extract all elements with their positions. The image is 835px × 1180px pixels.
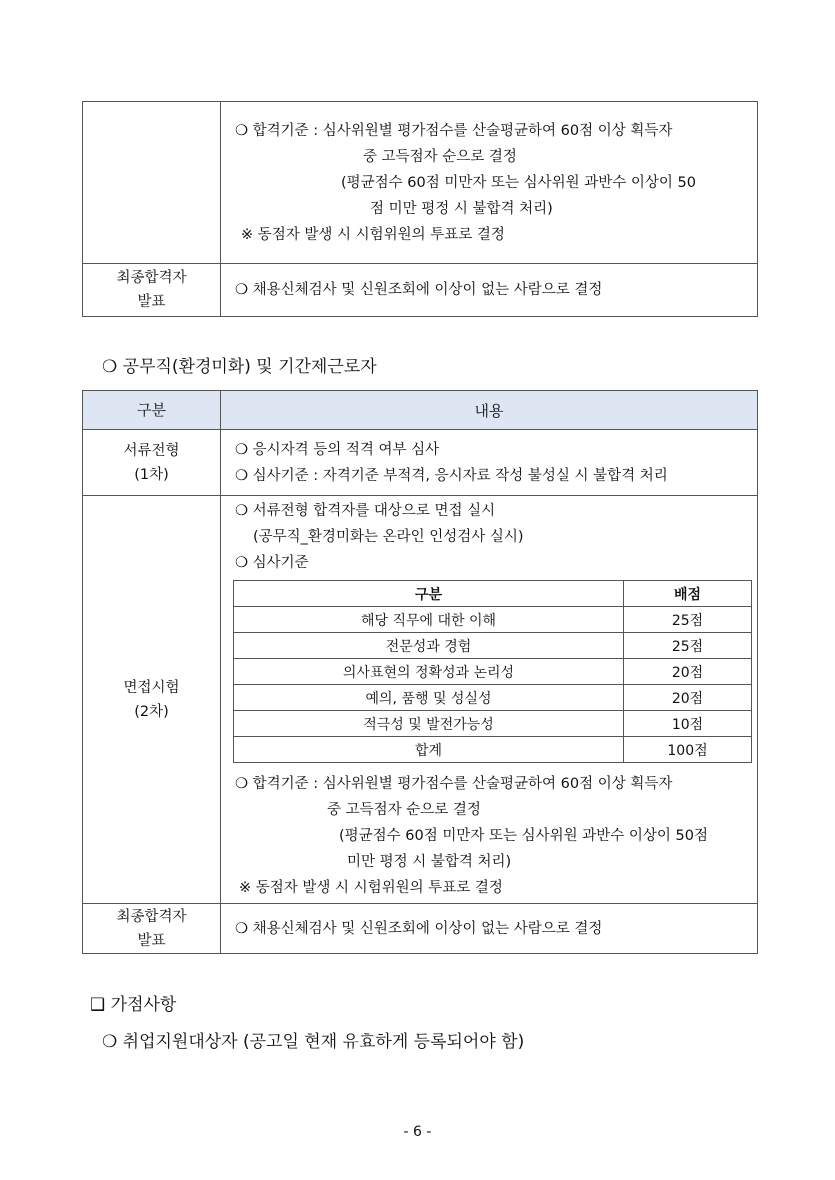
main-table — [82, 390, 758, 954]
score-total-points: 100점 — [624, 737, 752, 763]
score-table — [233, 580, 752, 763]
top-criteria-line: ※ 동점자 발생 시 시험위원의 투표로 결정 — [241, 226, 505, 243]
interview-criteria-line: ※ 동점자 발생 시 시험위원의 투표로 결정 — [239, 880, 503, 896]
score-points: 25점 — [624, 633, 752, 659]
score-item: 적극성 및 발전가능성 — [234, 711, 624, 737]
document-screening-content — [221, 430, 758, 496]
final-label-line: 최종합격자 — [116, 270, 187, 286]
score-item: 의사표현의 정확성과 논리성 — [234, 659, 624, 685]
interview-intro-line: ❍ 서류전형 합격자를 대상으로 면접 실시 — [235, 503, 496, 519]
final-announcement-cell — [221, 264, 758, 317]
doc-line: ❍ 응시자격 등의 적격 여부 심사 — [235, 441, 440, 458]
final-label-line: 최종합격자 — [116, 908, 187, 925]
score-points: 10점 — [624, 711, 752, 737]
bonus-heading: ❑ 가점사항 — [90, 995, 177, 1015]
header-content: 내용 — [221, 391, 758, 430]
document-screening-label — [83, 430, 221, 496]
final-announcement-label — [83, 904, 221, 954]
interview-criteria-line: (평균점수 60점 미만자 또는 심사위원 과반수 이상이 50점 — [339, 828, 708, 844]
final-label-line: 발표 — [137, 932, 166, 949]
score-points: 20점 — [624, 659, 752, 685]
interview-label-line: (2차) — [134, 703, 169, 720]
top-empty-label-cell — [83, 102, 221, 264]
page-number: - 6 - — [403, 1124, 432, 1140]
top-criteria-cell — [221, 102, 758, 264]
interview-label-line: 면접시험 — [123, 679, 180, 696]
doc-line: ❍ 심사기준 : 자격기준 부적격, 응시자료 작성 불성실 시 불합격 처리 — [235, 467, 668, 484]
doc-label-line: (1차) — [134, 466, 169, 483]
section-heading: ❍ 공무직(환경미화) 및 기간제근로자 — [102, 357, 377, 377]
top-criteria-line: (평균점수 60점 미만자 또는 심사위원 과반수 이상이 50 — [341, 174, 696, 191]
top-criteria-line: 점 미만 평정 시 불합격 처리) — [370, 200, 553, 217]
final-label-line: 발표 — [137, 294, 166, 310]
score-header-item: 구분 — [234, 581, 624, 607]
interview-label — [83, 496, 221, 904]
top-table — [82, 101, 758, 317]
interview-intro-line: (공무직_환경미화는 온라인 인성검사 실시) — [253, 529, 524, 545]
total-row — [234, 737, 752, 763]
interview-criteria-line: ❍ 합격기준 : 심사위원별 평가점수를 산술평균하여 60점 이상 획득자 — [235, 776, 673, 792]
score-points: 20점 — [624, 685, 752, 711]
final-announcement-text: ❍ 채용신체검사 및 신원조회에 이상이 없는 사람으로 결정 — [235, 282, 603, 298]
table-row — [234, 633, 752, 659]
final-announcement-text: ❍ 채용신체검사 및 신원조회에 이상이 없는 사람으로 결정 — [235, 920, 603, 937]
table-row — [234, 711, 752, 737]
table-row — [234, 659, 752, 685]
top-criteria-line: ❍ 합격기준 : 심사위원별 평가점수를 산술평균하여 60점 이상 획득자 — [235, 122, 673, 139]
final-announcement-cell — [221, 904, 758, 954]
table-row — [234, 607, 752, 633]
score-total-label: 합계 — [234, 737, 624, 763]
interview-criteria-line: 중 고득점자 순으로 결정 — [327, 802, 481, 818]
top-criteria-line: 중 고득점자 순으로 결정 — [363, 148, 517, 165]
header-category: 구분 — [83, 391, 221, 430]
score-points: 25점 — [624, 607, 752, 633]
bonus-item: ❍ 취업지원대상자 (공고일 현재 유효하게 등록되어야 함) — [102, 1032, 525, 1052]
interview-criteria-line: 미만 평정 시 불합격 처리) — [347, 854, 512, 870]
interview-content — [221, 496, 758, 904]
score-item: 해당 직무에 대한 이해 — [234, 607, 624, 633]
final-announcement-label — [83, 264, 221, 317]
doc-label-line: 서류전형 — [123, 442, 180, 459]
score-item: 예의, 품행 및 성실성 — [234, 685, 624, 711]
score-header-points: 배점 — [624, 581, 752, 607]
score-item: 전문성과 경험 — [234, 633, 624, 659]
table-row — [234, 685, 752, 711]
interview-intro-line: ❍ 심사기준 — [235, 555, 309, 571]
